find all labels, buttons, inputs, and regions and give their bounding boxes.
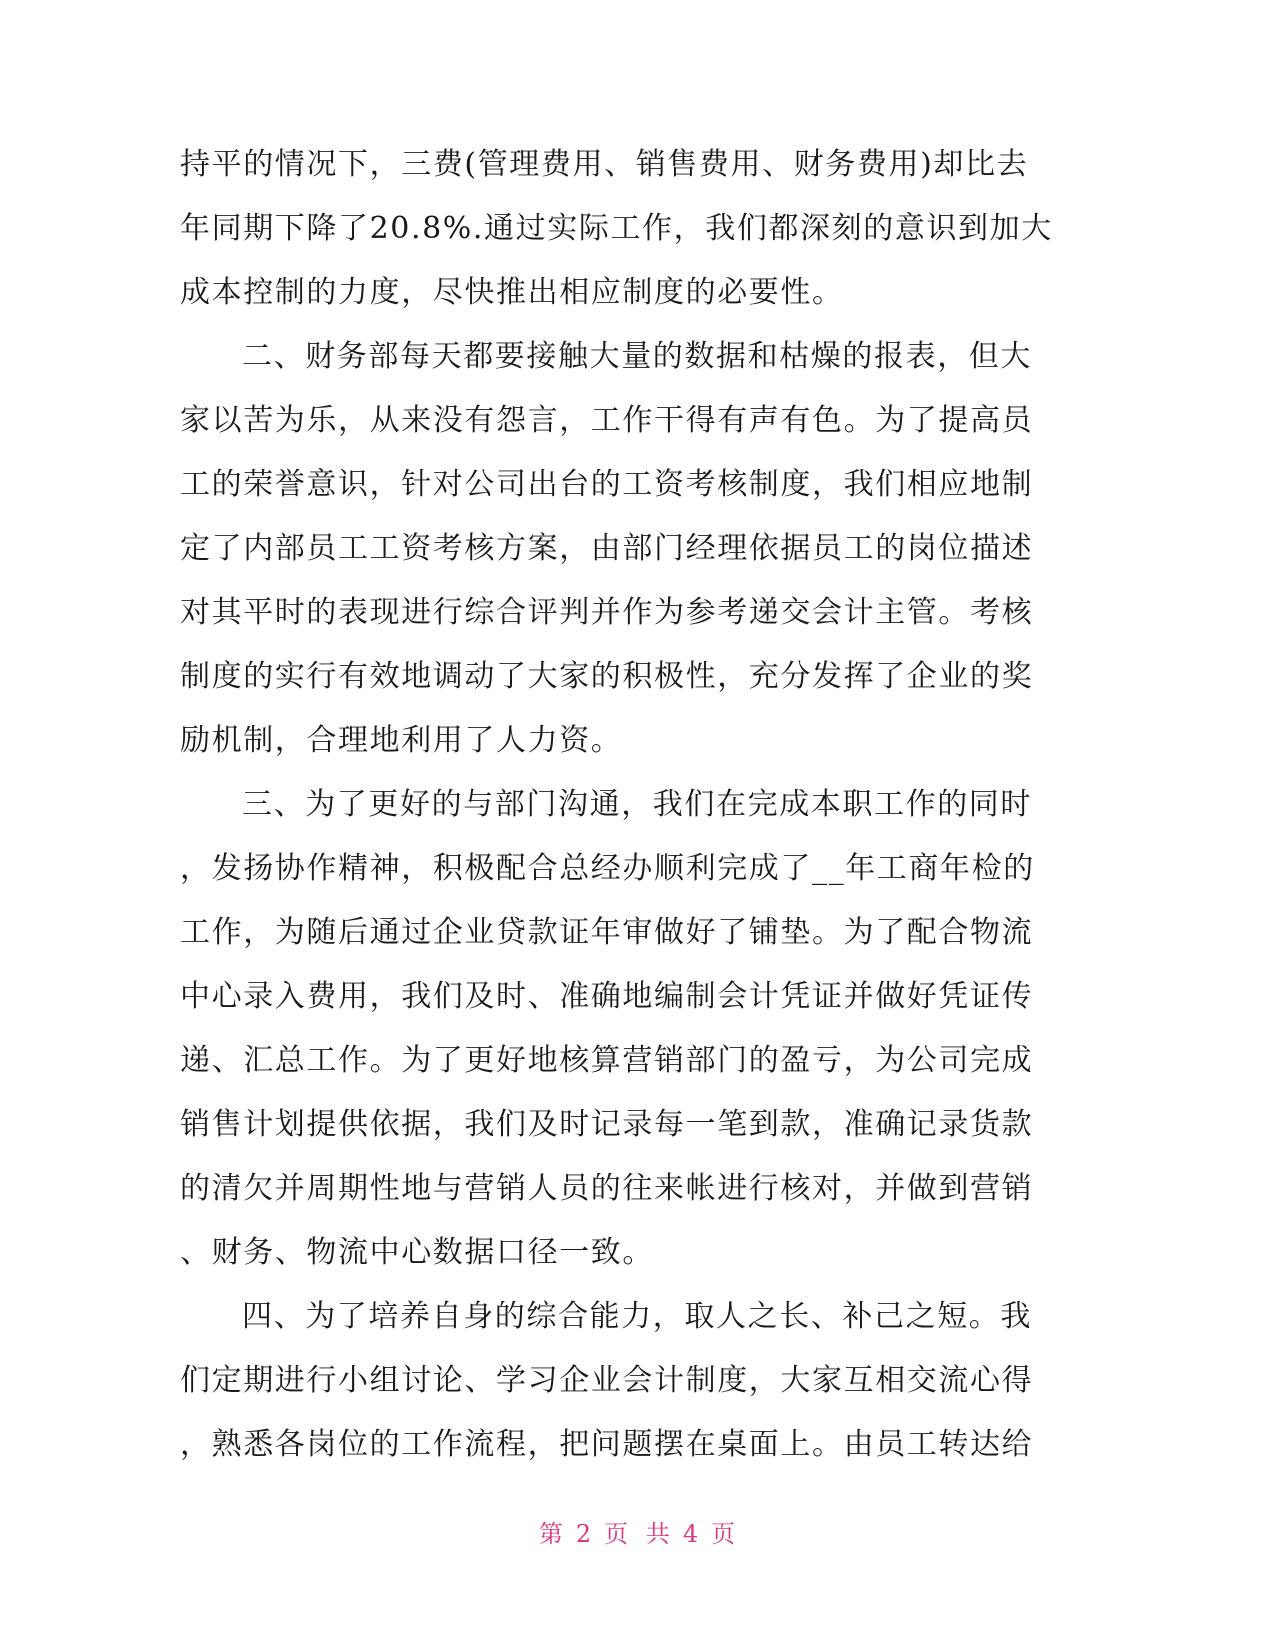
current-page-number: 2: [575, 1520, 593, 1548]
text-line: 递、汇总工作。为了更好地核算营销部门的盈亏，为公司完成: [180, 1043, 1034, 1078]
text-line: 销售计划提供依据，我们及时记录每一笔到款，准确记录货款: [180, 1107, 1034, 1142]
total-pages-number: 4: [682, 1520, 700, 1548]
page-footer: [0, 1518, 1275, 1550]
text-line: 家以苦为乐，从来没有怨言，工作干得有声有色。为了提高员: [180, 403, 1034, 438]
text-line: ，发扬协作精神，积极配合总经办顺利完成了__年工商年检的: [180, 851, 1035, 886]
paragraph-start-line: 三、为了更好的与部门沟通，我们在完成本职工作的同时: [242, 787, 1032, 822]
text-line: 工作，为随后通过企业贷款证年审做好了铺垫。为了配合物流: [180, 915, 1034, 950]
text-line: 工的荣誉意识，针对公司出台的工资考核制度，我们相应地制: [180, 467, 1034, 502]
text-line: 、财务、物流中心数据口径一致。: [180, 1235, 654, 1270]
text-line: 年同期下降了20.8%.通过实际工作，我们都深刻的意识到加大: [180, 211, 1053, 246]
page-label-suffix: 页: [711, 1520, 737, 1548]
page-label-prefix: 第: [538, 1520, 564, 1548]
text-line: 定了内部员工工资考核方案，由部门经理依据员工的岗位描述: [180, 531, 1034, 566]
text-line: 持平的情况下，三费(管理费用、销售费用、财务费用)却比去: [180, 147, 1029, 182]
text-line: 中心录入费用，我们及时、准确地编制会计凭证并做好凭证传: [180, 979, 1034, 1014]
page-label-mid: 页 共: [604, 1520, 671, 1548]
text-line: 们定期进行小组讨论、学习企业会计制度，大家互相交流心得: [180, 1363, 1034, 1398]
text-line: 制度的实行有效地调动了大家的积极性，充分发挥了企业的奖: [180, 659, 1034, 694]
text-line: 成本控制的力度，尽快推出相应制度的必要性。: [180, 275, 844, 310]
text-line: 的清欠并周期性地与营销人员的往来帐进行核对，并做到营销: [180, 1171, 1034, 1206]
paragraph-start-line: 二、财务部每天都要接触大量的数据和枯燥的报表，但大: [242, 339, 1032, 374]
paragraph-start-line: 四、为了培养自身的综合能力，取人之长、补己之短。我: [242, 1299, 1032, 1334]
text-line: 励机制，合理地利用了人力资。: [180, 723, 623, 758]
text-line: ，熟悉各岗位的工作流程，把问题摆在桌面上。由员工转达给: [180, 1427, 1034, 1462]
text-line: 对其平时的表现进行综合评判并作为参考递交会计主管。考核: [180, 595, 1034, 630]
